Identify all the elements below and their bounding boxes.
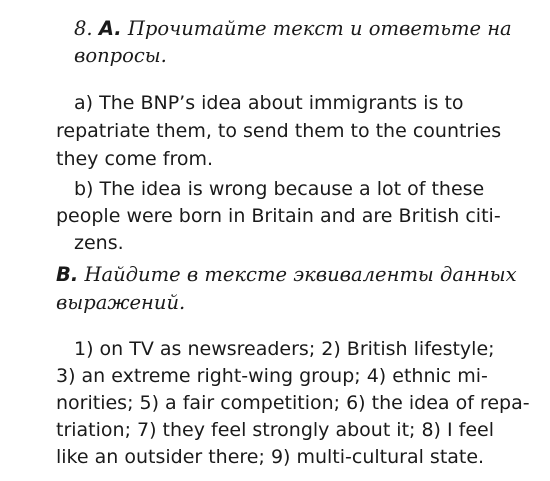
- answer-a-line1: a) The BNP’s idea about immigrants is to: [74, 92, 464, 114]
- answer-list-line3: norities; 5) a fair competition; 6) the idea of repa-: [56, 392, 530, 414]
- answer-a-line3: they come from.: [56, 148, 214, 170]
- answer-list-line1: 1) on TV as newsreaders; 2) British lifestyle;: [74, 338, 495, 360]
- answer-a-line2: repatriate them, to send them to the countries: [56, 120, 502, 142]
- exercise-a-heading-line1: [74, 16, 512, 42]
- answer-b-line2: people were born in Britain and are British citi-: [56, 205, 501, 227]
- answer-b-line1: b) The idea is wrong because a lot of these: [74, 178, 485, 200]
- exercise-b-heading-line2: выражений.: [56, 291, 186, 314]
- exercise-a-heading-line2: вопросы.: [74, 44, 167, 67]
- answer-list-line2: 3) an extreme right-wing group; 4) ethnic mi-: [56, 365, 488, 387]
- exercise-a-letter: A.: [98, 17, 122, 40]
- answer-list-line5: like an outsider there; 9) multi-cultural state.: [56, 446, 485, 468]
- answer-b-line3: zens.: [74, 232, 124, 254]
- exercise-b-instruction: Найдите в тексте эквиваленты данных: [84, 263, 517, 286]
- answer-list-line4: triation; 7) they feel strongly about it; 8) I feel: [56, 419, 495, 441]
- exercise-number: 8.: [74, 17, 93, 40]
- exercise-b-letter: B.: [56, 263, 79, 286]
- exercise-b-heading-line1: [56, 262, 517, 288]
- exercise-a-instruction: Прочитайте текст и ответьте на: [127, 17, 512, 40]
